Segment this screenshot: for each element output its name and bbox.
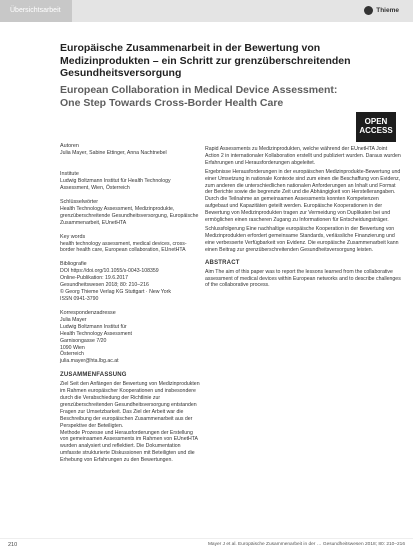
keywords-de-label: Schlüsselwörter	[60, 198, 99, 205]
header-bar	[0, 0, 413, 22]
metadata-column	[60, 171, 200, 464]
keywords-de-text: Health Technology Assessment, Medizinprodukte, grenzüberschreitende Gesundheitsversorgung, Europäische Zusammenarbeit, EUnetHTA	[60, 205, 199, 226]
article-title-de: Europäische Zusammenarbeit in der Bewertung von Medizinprodukten – ein Schritt zur grenzüberschreitenden Gesundheitsversorgung	[60, 42, 351, 79]
correspondence-line: Ludwig Boltzmann Institut für	[60, 323, 127, 330]
zusammenfassung-method: Methode Prozesse und Herausforderungen der Erstellung von gemeinsamen Assessments im Rahmen von EUnetHTA wurden analysiert und reflektiert. Die Dokumentation umfasste strukturierte Diskussionen mit Beteiligten und die Erhebung von Erfahrungen zu den Bewertungen.	[60, 429, 198, 464]
authors-names: Julia Mayer, Sabine Ettinger, Anna Nachtnebel	[60, 150, 167, 156]
journal-citation: Gesundheitswesen 2018; 80: 210–216	[60, 282, 149, 289]
zusammenfassung-section	[60, 372, 200, 464]
doi-link[interactable]: DOI https://doi.org/10.1055/s-0043-108359	[60, 268, 159, 275]
issn: ISSN 0941-3790	[60, 295, 99, 302]
abstract-text: Aim The aim of this paper was to report the lessons learned from the collaborative assessment of medical devices within European networks and to describe challenges of the collaborative process.	[205, 268, 401, 289]
correspondence-line: 1090 Wien	[60, 344, 85, 351]
page-number: 210	[8, 542, 18, 548]
institute-text: Ludwig Boltzmann Institut für Health Technology Assessment, Wien, Österreich	[60, 178, 171, 191]
section-tag: Übersichtsarbeit	[0, 0, 72, 22]
correspondence-line: Garnisongasse 7/20	[60, 337, 107, 344]
thieme-logo-icon	[364, 6, 373, 15]
keywords-en-section	[60, 234, 200, 255]
correspondence-section	[60, 310, 200, 365]
keywords-de-section	[60, 199, 200, 227]
correspondence-name: Julia Mayer	[60, 316, 87, 323]
footer-citation: Mayer J et al. Europäische Zusammenarbeit in der … Gesundheitswesen 2018; 80: 210–216	[207, 542, 405, 547]
body-paragraph: Schlussfolgerung Eine nachhaltige europäische Kooperation in der Bewertung von Medizinprodukten erfordert gemeinsame Standards, verlässliche Finanzierung und eine verbesserte Verfügbarkeit von Evidenz. Die europäische Zusammenarbeit kann einen Beitrag zur grenzüberschreitenden Gesundheitsversorgung leisten.	[205, 225, 399, 253]
article-title-en: European Collaboration in Medical Device Assessment: One Step Towards Cross-Border Health Care	[60, 84, 338, 109]
body-paragraph: Ergebnisse Herausforderungen in der europäischen Medizinprodukte-Bewertung und einer Umsetzung in nationale Kontexte sind zum einen die Beschaffung von Evidenz, zum anderen die unterschiedlichen nationalen Anforderungen an Inhalt und Format der Berichte sowie die begrenzte Zeit und die Abhängigkeit von Herstellerangaben. Durch die Teilnahme an gemeinsamen Assessments konnten Kompetenzen aufgebaut und Kapazitäten geteilt werden. Europäische Kooperationen in der Bewertung von Medizinprodukten tragen zur Vermeidung von Duplikaten bei und ermöglichen einen rascheren Zugang zu Informationen für Entscheidungsträger.	[205, 168, 401, 224]
bibliography-label: Bibliografie	[60, 261, 87, 268]
correspondence-label: Korrespondenzadresse	[60, 309, 116, 316]
bibliography-section	[60, 261, 200, 303]
publisher-brand	[364, 6, 399, 15]
publisher-name: Thieme	[376, 7, 399, 14]
keywords-en-label: Key words	[60, 233, 86, 240]
authors-label: Autoren	[60, 143, 79, 149]
online-publication: Online-Publikation: 19.6.2017	[60, 275, 129, 282]
authors-block	[60, 143, 200, 157]
body-column	[205, 146, 401, 291]
copyright: © Georg Thieme Verlag KG Stuttgart · New York	[60, 289, 171, 296]
zusammenfassung-heading: ZUSAMMENFASSUNG	[60, 372, 127, 379]
page-footer	[0, 538, 413, 552]
open-access-badge: OPEN ACCESS	[356, 112, 396, 142]
institute-section	[60, 171, 200, 192]
abstract-heading: ABSTRACT	[205, 259, 240, 266]
zusammenfassung-aim: Ziel Seit den Anfängen der Bewertung von Medizinprodukten im Rahmen europäischer Kooperationen und insbesondere durch die Verabschiedung der Richtlinie zur grenzüberschreitenden Gesundheitsversorgung entstanden Fragen zur Umsetzbarkeit. Das Ziel der Arbeit war die Beschreibung der europäischen Zusammenarbeit aus der Perspektive der Beteiligten.	[60, 381, 200, 429]
correspondence-line: Österreich	[60, 351, 84, 358]
correspondence-line: Health Technology Assessment	[60, 330, 132, 337]
correspondence-email[interactable]: julia.mayer@hta.lbg.ac.at	[60, 358, 119, 365]
body-paragraph: Rapid Assessments zu Medizinprodukten, welche während der EUnetHTA Joint Action 2 in internationaler Kollaboration erstellt und publiziert wurden. Daraus wurden Erfahrungen und Herausforderungen abgeleitet.	[205, 146, 401, 166]
institute-label: Institute	[60, 171, 79, 177]
keywords-en-text: health technology assessment, medical devices, cross-border health care, European collaboration, EUnetHTA	[60, 240, 187, 254]
